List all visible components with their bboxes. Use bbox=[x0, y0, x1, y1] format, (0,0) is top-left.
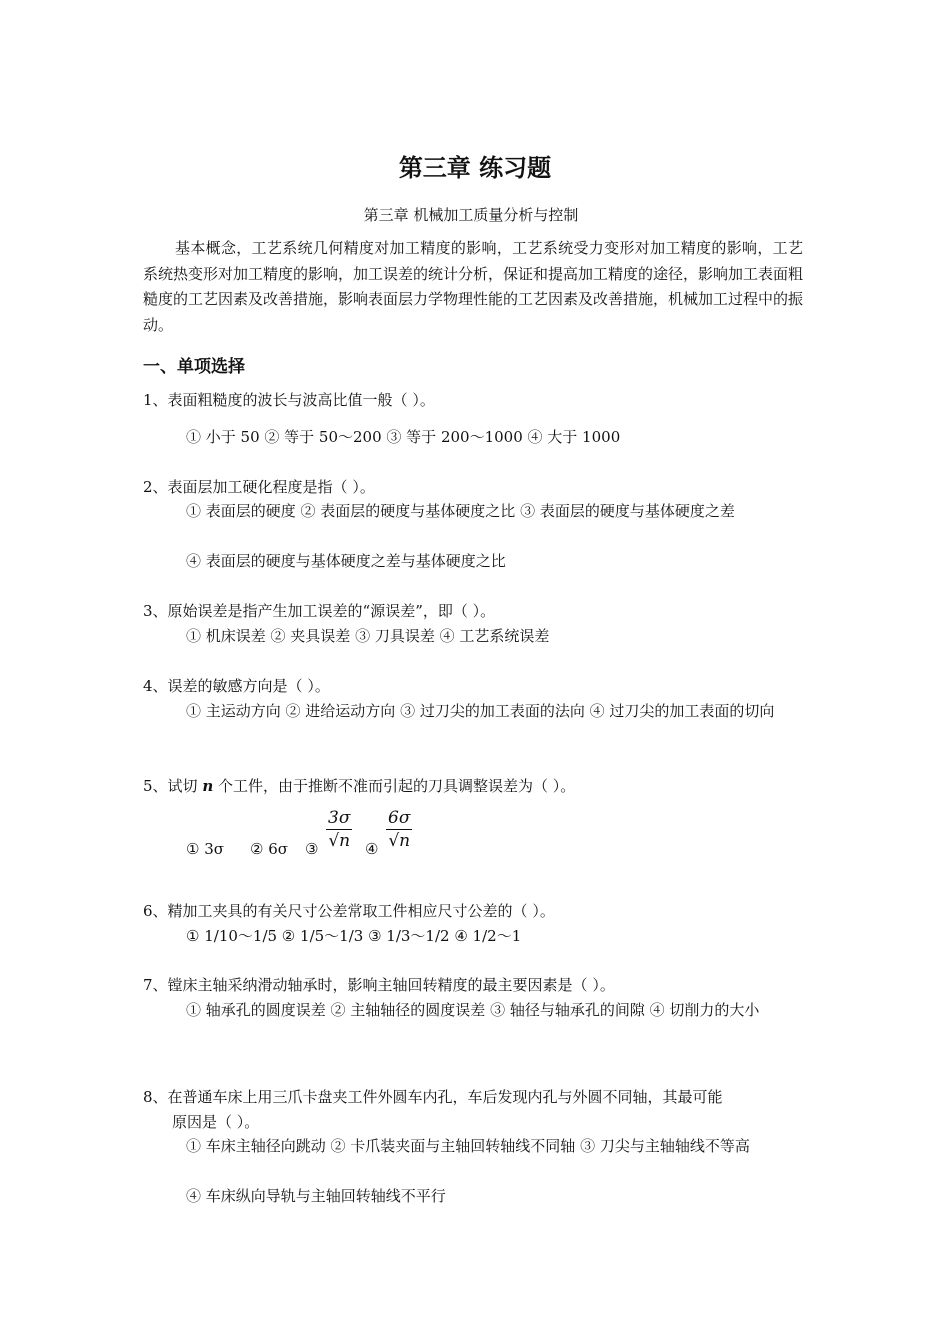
fraction-3-denominator: √n bbox=[328, 831, 351, 851]
question-5-option-1: ① 3σ bbox=[186, 840, 224, 858]
question-8-line-1: 8、在普通车床上用三爪卡盘夹工件外圆车内孔，车后发现内孔与外圆不同轴，其最可能 bbox=[143, 1088, 723, 1106]
question-1: 1、表面粗糙度的波长与波高比值一般（ ）。 bbox=[143, 391, 435, 409]
question-5-option-3-marker: ③ bbox=[305, 840, 319, 858]
intro-paragraph: 基本概念，工艺系统几何精度对加工精度的影响，工艺系统受力变形对加工精度的影响，工艺系统热变形对加工精度的影响，加工误差的统计分析，保证和提高加工精度的途径，影响加工表面粗糙度的工艺因素及改善措施，影响表面层力学物理性能的工艺因素及改善措施，机械加工过程中的振动。 bbox=[143, 239, 804, 334]
question-5 bbox=[143, 775, 575, 796]
question-5-fraction-4 bbox=[386, 808, 412, 851]
question-2-options: ① 表面层的硬度 ② 表面层的硬度与基体硬度之比 ③ 表面层的硬度与基体硬度之差 bbox=[186, 502, 735, 520]
question-5-pre: 5、试切 bbox=[143, 777, 203, 795]
question-1-options: ① 小于 50 ② 等于 50～200 ③ 等于 200～1000 ④ 大于 1000 bbox=[186, 428, 621, 446]
question-3-options: ① 机床误差 ② 夹具误差 ③ 刀具误差 ④ 工艺系统误差 bbox=[186, 627, 550, 645]
question-2: 2、表面层加工硬化程度是指（ ）。 bbox=[143, 478, 375, 496]
question-5-post: 个工件，由于推断不准而引起的刀具调整误差为（ ）。 bbox=[213, 777, 576, 795]
section-heading: 一、单项选择 bbox=[143, 357, 245, 377]
question-7: 7、镗床主轴采纳滑动轴承时，影响主轴回转精度的最主要因素是（ ）。 bbox=[143, 976, 615, 994]
question-2-option-4: ④ 表面层的硬度与基体硬度之差与基体硬度之比 bbox=[186, 552, 506, 570]
question-5-fraction-3 bbox=[326, 808, 352, 851]
fraction-3-numerator: 3σ bbox=[328, 808, 351, 828]
chapter-subtitle: 第三章 机械加工质量分析与控制 bbox=[363, 206, 579, 224]
question-6-options: ① 1/10～1/5 ② 1/5～1/3 ③ 1/3～1/2 ④ 1/2～1 bbox=[186, 927, 522, 945]
fraction-4-numerator: 6σ bbox=[388, 808, 411, 828]
question-6: 6、精加工夹具的有关尺寸公差常取工件相应尺寸公差的（ ）。 bbox=[143, 902, 555, 920]
question-8-options: ① 车床主轴径向跳动 ② 卡爪装夹面与主轴回转轴线不同轴 ③ 刀尖与主轴轴线不等高 bbox=[186, 1137, 750, 1155]
page-title: 第三章 练习题 bbox=[398, 154, 552, 182]
question-8-option-4: ④ 车床纵向导轨与主轴回转轴线不平行 bbox=[186, 1187, 446, 1205]
question-8-line-2: 原因是（ ）。 bbox=[172, 1113, 260, 1131]
question-4: 4、误差的敏感方向是（ ）。 bbox=[143, 677, 330, 695]
question-5-option-4-marker: ④ bbox=[365, 840, 379, 858]
question-5-option-2: ② 6σ bbox=[250, 840, 288, 858]
question-5-var: n bbox=[202, 777, 214, 795]
question-3: 3、原始误差是指产生加工误差的“源误差”，即（ ）。 bbox=[143, 602, 496, 620]
question-7-options: ① 轴承孔的圆度误差 ② 主轴轴径的圆度误差 ③ 轴径与轴承孔的间隙 ④ 切削力的大小 bbox=[186, 1001, 760, 1019]
question-4-options: ① 主运动方向 ② 进给运动方向 ③ 过刀尖的加工表面的法向 ④ 过刀尖的加工表面的切向 bbox=[186, 702, 775, 720]
fraction-4-denominator: √n bbox=[388, 831, 411, 851]
